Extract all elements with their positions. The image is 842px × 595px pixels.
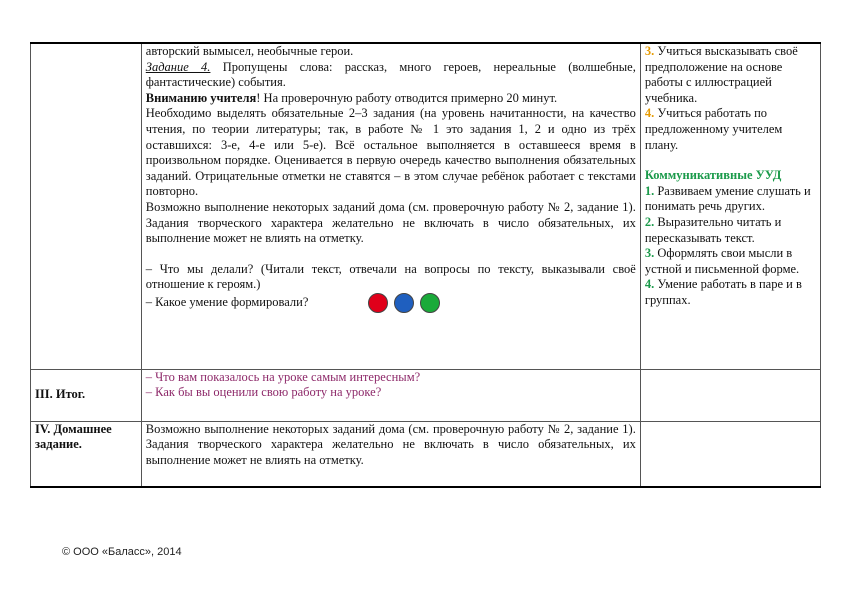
item-number: 3. <box>644 44 655 58</box>
question: – Что мы делали? (Читали текст, отвечали на вопросы по тексту, выказывали своё отношение к героям.) <box>145 261 636 292</box>
question: – Как бы вы оценили свою работу на уроке? <box>145 385 382 400</box>
content-cell <box>141 369 640 421</box>
green-dot-icon <box>420 293 440 313</box>
copyright-footer: © ООО «Баласс», 2014 <box>62 546 182 558</box>
stage-cell <box>31 421 142 487</box>
teacher-note-text: ! На проверочную работу отводится примерно 20 минут. <box>256 90 558 105</box>
uud-item <box>645 44 816 106</box>
content-cell <box>141 43 640 369</box>
stage-title: IV. Домашнее задание. <box>35 421 112 452</box>
item-text: Развиваем умение слушать и понимать речь других. <box>644 183 811 214</box>
color-dots <box>368 293 446 313</box>
item-number: 4. <box>644 106 655 121</box>
question <box>146 293 636 313</box>
uud-item <box>645 215 816 246</box>
table-row <box>31 43 821 369</box>
item-text: Учиться высказывать своё предположение на основе работы с иллюстрацией учебника. <box>644 44 798 105</box>
stage-cell <box>31 43 142 369</box>
item-text: Умение работать в паре и в группах. <box>644 277 802 307</box>
red-dot-icon <box>368 293 388 313</box>
uud-heading: Коммуникативные УУД <box>644 168 782 183</box>
uud-item <box>645 184 816 215</box>
uud-cell <box>640 369 820 421</box>
item-number: 3. <box>644 246 655 261</box>
table-row <box>31 369 821 421</box>
task-4 <box>146 60 636 91</box>
task-4-text: Пропущены слова: рассказ, много героев, нереальные (волшебные, фантастические) события. <box>145 59 636 90</box>
blue-dot-icon <box>394 293 414 313</box>
lesson-table <box>30 42 821 488</box>
paragraph: Возможно выполнение некоторых заданий дома (см. проверочную работу № 2, задание 1). Задания творческого характера желательно не включать в число обязательных, их выполнение может не влиять на отметку. <box>145 199 636 246</box>
item-number: 2. <box>644 214 655 229</box>
item-text: Учиться работать по предложенному учителем плану. <box>644 106 783 152</box>
uud-cell <box>640 421 820 487</box>
item-number: 1. <box>644 183 655 198</box>
stage-cell <box>31 369 142 421</box>
stage-title: III. Итог. <box>35 387 86 402</box>
uud-item <box>645 277 816 308</box>
question-text: – Какое умение формировали? <box>145 294 309 309</box>
teacher-note-label: Вниманию учителя <box>145 90 257 105</box>
content-cell <box>141 421 640 487</box>
item-text: Выразительно читать и пересказывать текст. <box>644 214 782 245</box>
task-4-label: Задание 4. <box>145 59 211 74</box>
teacher-note <box>146 91 636 107</box>
item-number: 4. <box>644 277 655 292</box>
text-line: авторский вымысел, необычные герои. <box>145 44 354 58</box>
uud-item <box>645 246 816 277</box>
table-row <box>31 421 821 487</box>
question: – Что вам показалось на уроке самым интересным? <box>145 369 421 384</box>
paragraph: Необходимо выделять обязательные 2–3 задания (на уровень начитанности, на качество чтения, по теории литературы; так, в работе № 1 это задания 1, 2 и одно из трёх оставшихся: 3-е, 4-е или 5-е). Всё остальное выполняется в оставшееся время в произвольном порядке. Оценивается в первую очередь качество выполнения обязательных заданий. Отрицательные отметки не ставятся – в этом случае ребёнок работает с текстами повторно. <box>145 106 636 199</box>
item-text: Оформлять свои мысли в устной и письменной форме. <box>644 246 800 276</box>
paragraph: Возможно выполнение некоторых заданий дома (см. проверочную работу № 2, задание 1). Задания творческого характера желательно не включать в число обязательных, их выполнение может не влиять на отметку. <box>145 421 636 467</box>
uud-cell <box>640 43 820 369</box>
uud-item <box>645 106 816 153</box>
